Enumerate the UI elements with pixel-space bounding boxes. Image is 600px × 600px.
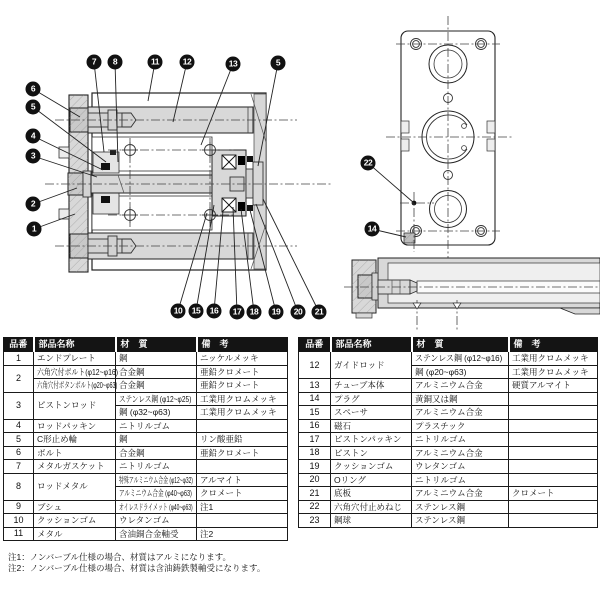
part-number: 7 (4, 460, 34, 474)
part-name: エンドプレート (34, 352, 116, 366)
part-number: 20 (299, 473, 331, 487)
part-number: 18 (299, 446, 331, 460)
part-name: クッションゴム (331, 460, 412, 474)
part-remarks: 硬質アルマイト (509, 379, 598, 393)
part-number: 23 (299, 514, 331, 528)
part-material: ステンレス鋼 (412, 514, 509, 528)
callout-21: 21 (312, 305, 327, 320)
callout-7: 7 (87, 55, 102, 70)
table-row (4, 433, 288, 447)
part-name: ロッドパッキン (34, 419, 116, 433)
callout-11: 11 (148, 55, 163, 70)
table-row (299, 406, 598, 420)
table-row (4, 446, 288, 460)
table-row (299, 433, 598, 447)
part-material: オイレスドライメット (φ40~φ63) (116, 500, 197, 514)
part-material: 鋼 (116, 433, 197, 447)
part-remarks: 亜鉛クロメート (197, 446, 288, 460)
callout-12: 12 (180, 55, 195, 70)
part-remarks (509, 446, 598, 460)
callout-10: 10 (171, 304, 186, 319)
part-material: アルミニウム合金 (412, 379, 509, 393)
part-material: 合金鋼 (116, 446, 197, 460)
part-number: 9 (4, 500, 34, 514)
part-remarks (509, 460, 598, 474)
callout-14: 14 (365, 222, 380, 237)
part-material: ウレタンゴム (116, 514, 197, 528)
part-number: 6 (4, 446, 34, 460)
part-remarks: リン酸亜鉛 (197, 433, 288, 447)
part-name: プラグ (331, 392, 412, 406)
table-row (4, 419, 288, 433)
part-material: 特殊アルミニウム合金 (φ12~φ32) (116, 473, 197, 487)
callout-20: 20 (291, 305, 306, 320)
part-material: ニトリルゴム (116, 460, 197, 474)
parts-table-right (298, 337, 598, 528)
part-remarks: クロメート (509, 487, 598, 501)
callout-6: 6 (26, 82, 41, 97)
part-material: アルミニウム合金 (412, 446, 509, 460)
table-row (299, 419, 598, 433)
table-row (4, 352, 288, 366)
part-material: ステンレス鋼 (φ12~φ25) (116, 392, 197, 406)
table-row (299, 514, 598, 528)
part-name: 六角穴付止めねじ (331, 500, 412, 514)
column-header-remarks: 備 考 (509, 338, 598, 352)
part-remarks (509, 473, 598, 487)
part-material: アルミニウム合金 (412, 487, 509, 501)
table-row (299, 473, 598, 487)
part-number: 15 (299, 406, 331, 420)
part-remarks: 工業用クロムメッキ (509, 365, 598, 379)
callout-17: 17 (230, 305, 245, 320)
table-row (4, 500, 288, 514)
part-name: クッションゴム (34, 514, 116, 528)
part-number: 19 (299, 460, 331, 474)
part-remarks: 工業用クロムメッキ (509, 352, 598, 366)
part-number: 22 (299, 500, 331, 514)
callout-3: 3 (26, 149, 41, 164)
part-material: 含油銅合金軸受 (116, 527, 197, 541)
callout-18: 18 (247, 305, 262, 320)
callout-1: 1 (27, 222, 42, 237)
part-remarks (197, 419, 288, 433)
callout-13: 13 (226, 57, 241, 72)
part-number: 1 (4, 352, 34, 366)
part-material: アルミニウム合金 (412, 406, 509, 420)
part-remarks: アルマイト (197, 473, 288, 487)
table-row (4, 527, 288, 541)
part-name: ボルト (34, 446, 116, 460)
part-material: アルミニウム合金 (φ40~φ63) (116, 487, 197, 501)
part-number: 13 (299, 379, 331, 393)
cross-section-drawing (45, 93, 333, 272)
part-material: ニトリルゴム (116, 419, 197, 433)
column-header-remarks: 備 考 (197, 338, 288, 352)
part-remarks (509, 433, 598, 447)
table-row (4, 514, 288, 528)
part-number: 2 (4, 365, 34, 392)
callout-2: 2 (26, 197, 41, 212)
part-remarks (509, 419, 598, 433)
part-name: 六角穴付ボルト(φ12~φ16) (34, 365, 116, 379)
part-material: ステンレス鋼 (412, 500, 509, 514)
part-name: ブシュ (34, 500, 116, 514)
part-remarks (197, 460, 288, 474)
rod-packing (101, 163, 110, 170)
part-material: プラスチック (412, 419, 509, 433)
callout-19: 19 (269, 305, 284, 320)
part-material: 鋼 (φ20~φ63) (412, 365, 509, 379)
part-remarks: 注2 (197, 527, 288, 541)
table-row (299, 460, 598, 474)
column-header-material: 材 質 (116, 338, 197, 352)
table-row (4, 473, 288, 487)
part-material: 鋼 (φ32~φ63) (116, 406, 197, 420)
rod-packing (101, 196, 110, 203)
table-row (299, 500, 598, 514)
part-number: 21 (299, 487, 331, 501)
part-number: 4 (4, 419, 34, 433)
callout-22: 22 (361, 156, 376, 171)
part-remarks: 工業用クロムメッキ (197, 406, 288, 420)
part-remarks: ニッケルメッキ (197, 352, 288, 366)
part-number: 3 (4, 392, 34, 419)
column-header-material: 材 質 (412, 338, 509, 352)
callout-8: 8 (108, 55, 123, 70)
part-remarks: クロメート (197, 487, 288, 501)
callout-16: 16 (207, 304, 222, 319)
part-material: ウレタンゴム (412, 460, 509, 474)
magnet (238, 156, 245, 165)
part-remarks: 亜鉛クロメート (197, 365, 288, 379)
part-number: 10 (4, 514, 34, 528)
callout-15: 15 (189, 304, 204, 319)
part-remarks: 工業用クロムメッキ (197, 392, 288, 406)
part-remarks: 亜鉛クロメート (197, 379, 288, 393)
part-number: 14 (299, 392, 331, 406)
part-remarks (509, 406, 598, 420)
callout-5: 5 (26, 100, 41, 115)
table-row (299, 446, 598, 460)
part-material: ステンレス鋼 (φ12~φ16) (412, 352, 509, 366)
part-remarks (509, 500, 598, 514)
part-name: 磁石 (331, 419, 412, 433)
part-material: ニトリルゴム (412, 473, 509, 487)
column-header-no: 品番 (299, 338, 331, 352)
mount-hole (59, 209, 69, 219)
part-number: 12 (299, 352, 331, 379)
table-header-row (4, 338, 288, 352)
part-name: ピストン (331, 446, 412, 460)
part-name: メタル (34, 527, 116, 541)
table-row (299, 487, 598, 501)
table-row (4, 392, 288, 406)
table-header-row (299, 338, 598, 352)
part-name: 六角穴付ボタンボルト(φ20~φ63) (34, 379, 116, 393)
part-number: 5 (4, 433, 34, 447)
table-row (299, 352, 598, 366)
table-row (4, 379, 288, 393)
part-name: 底板 (331, 487, 412, 501)
part-number: 8 (4, 473, 34, 500)
side-view-drawing (344, 258, 600, 332)
part-name: チューブ本体 (331, 379, 412, 393)
part-number: 16 (299, 419, 331, 433)
part-name: ガイドロッド (331, 352, 412, 379)
part-remarks (509, 514, 598, 528)
metal-gasket (110, 150, 116, 155)
table-row (4, 365, 288, 379)
table-row (299, 379, 598, 393)
part-name: Oリング (331, 473, 412, 487)
part-number: 17 (299, 433, 331, 447)
footnote-2: 注2：ノンバーブル仕様の場合、材質は含油鋳鉄製軸受になります。 (8, 563, 266, 573)
part-material: ニトリルゴム (412, 433, 509, 447)
part-name: ピストンロッド (34, 392, 116, 419)
part-name: 鋼球 (331, 514, 412, 528)
part-material: 鋼 (116, 352, 197, 366)
callout-4: 4 (26, 129, 41, 144)
part-remarks (197, 514, 288, 528)
part-name: スペーサ (331, 406, 412, 420)
table-row (4, 460, 288, 474)
part-name: C形止め輪 (34, 433, 116, 447)
end-view-drawing (386, 16, 512, 258)
part-name: ロッドメタル (34, 473, 116, 500)
column-header-name: 部品名称 (34, 338, 116, 352)
part-remarks: 注1 (197, 500, 288, 514)
part-name: ピストンパッキン (331, 433, 412, 447)
part-material: 合金鋼 (116, 365, 197, 379)
table-row (299, 392, 598, 406)
column-header-no: 品番 (4, 338, 34, 352)
cushion-rubber (253, 162, 263, 205)
column-header-name: 部品名称 (331, 338, 412, 352)
part-remarks (509, 392, 598, 406)
part-name: メタルガスケット (34, 460, 116, 474)
callout-5: 5 (271, 56, 286, 71)
part-number: 11 (4, 527, 34, 541)
parts-table-left (3, 337, 288, 541)
part-material: 黄銅又は鋼 (412, 392, 509, 406)
part-material: 合金鋼 (116, 379, 197, 393)
footnote-1: 注1：ノンバーブル仕様の場合、材質はアルミになります。 (8, 552, 232, 562)
